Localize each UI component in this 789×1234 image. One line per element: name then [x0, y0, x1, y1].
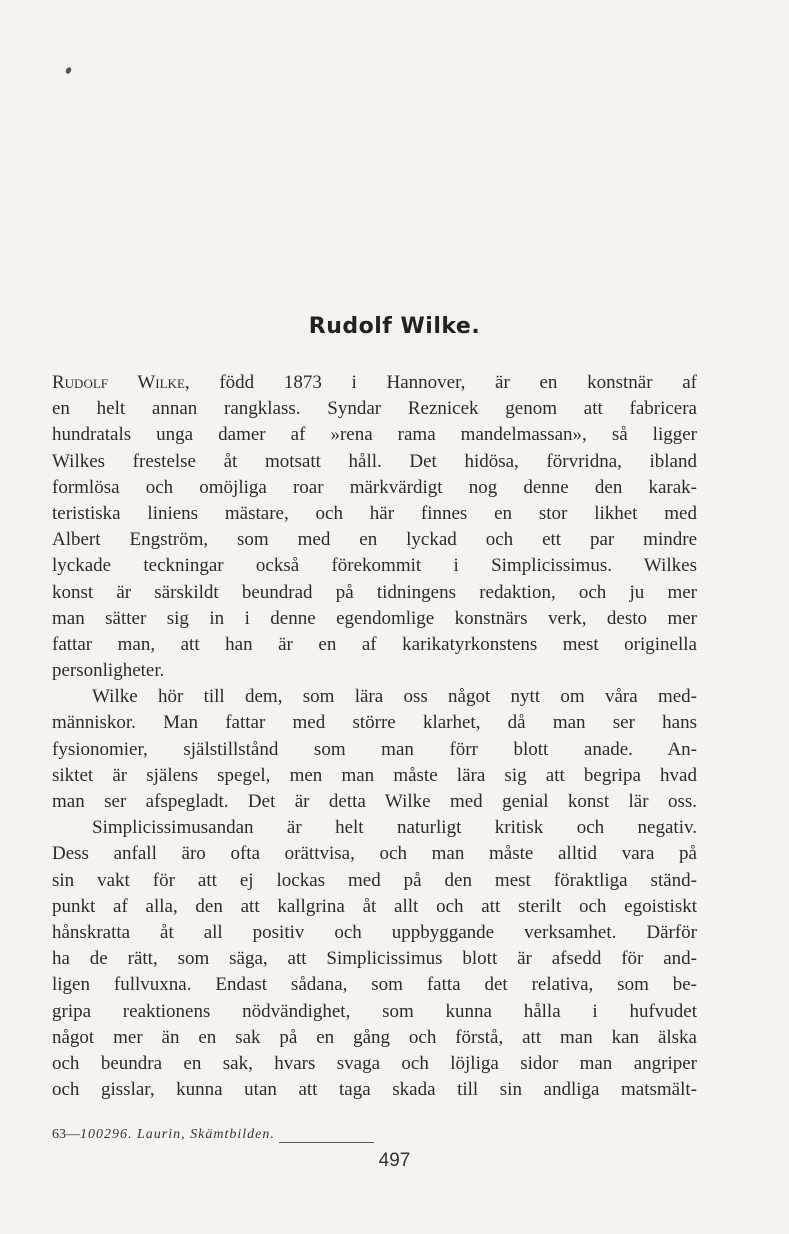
text-line: konst är särskildt beundrad på tidningens redaktion, och ju mer [52, 581, 697, 603]
text-line: och beundra en sak, hvars svaga och löjliga sidor man angriper [52, 1052, 697, 1074]
printer-signature [52, 1127, 374, 1143]
text-line: en helt annan rangklass. Syndar Reznicek genom att fabricera [52, 398, 697, 420]
text-line: ha de rätt, som säga, att Simplicissimus blott är afsedd för and- [52, 948, 697, 970]
text-line: hundratals unga damer af »rena rama mandelmassan», så ligger [52, 424, 697, 446]
text-line: man ser afspegladt. Det är detta Wilke med genial konst lär oss. [52, 791, 697, 812]
text-line: människor. Man fattar med större klarhet, då man ser hans [52, 712, 697, 734]
text-line: Dess anfall äro ofta orättvisa, och man måste alltid vara på [52, 843, 697, 865]
text-line: personligheter. [52, 660, 165, 682]
text-line: Rudolf Wilke, född 1873 i Hannover, är en konstnär af [52, 372, 697, 393]
text-line: något mer än en sak på en gång och förstå, att man kan älska [52, 1026, 697, 1048]
text-line: Albert Engström, som med en lyckad och ett par mindre [52, 529, 697, 551]
article-body [52, 370, 697, 1103]
text-line: Simplicissimusandan är helt naturligt kritisk och negativ. [92, 817, 697, 839]
text-line: man sätter sig in i denne egendomlige konstnärs verk, desto mer [52, 607, 697, 629]
article-title: Rudolf Wilke. [308, 314, 481, 339]
text-line: siktet är själens spegel, men man måste lära sig att begripa hvad [52, 764, 697, 786]
page-number: 497 [378, 1150, 411, 1171]
text-line: hånskratta åt all positiv och uppbyggande verksamhet. Därför [52, 921, 697, 943]
text-line: Wilkes frestelse åt motsatt håll. Det hidösa, förvridna, ibland [52, 450, 697, 472]
text-line: Wilke hör till dem, som lära oss något nytt om våra med- [92, 686, 697, 708]
text-line: formlösa och omöjliga roar märkvärdigt nog denne den karak- [52, 476, 697, 498]
text-line: sin vakt för att ej lockas med på den mest föraktliga ständ- [52, 869, 697, 891]
text-line: gripa reaktionens nödvändighet, som kunna hålla i hufvudet [52, 1000, 697, 1022]
footer-rule [279, 1130, 374, 1143]
ink-speck [65, 66, 73, 75]
text-line: ligen fullvuxna. Endast sådana, som fatta det relativa, som be- [52, 974, 697, 996]
lead-name: Rudolf Wilke [52, 372, 185, 393]
text-line: fysionomier, själstillstånd som man förr blott anade. An- [52, 738, 697, 760]
text-line: teristiska liniens mästare, och här finnes en stor likhet med [52, 502, 697, 524]
text-line: och gisslar, kunna utan att taga skada till sin andliga matsmält- [52, 1079, 697, 1101]
print-info: 100296. Laurin, Skämtbilden. [80, 1127, 275, 1142]
text-line: lyckade teckningar också förekommit i Simplicissimus. Wilkes [52, 555, 697, 577]
signature-mark: 63— [52, 1127, 80, 1142]
text-line: fattar man, att han är en af karikatyrkonstens mest originella [52, 633, 697, 655]
text-line: punkt af alla, den att kallgrina åt allt och att sterilt och egoistiskt [52, 895, 697, 917]
